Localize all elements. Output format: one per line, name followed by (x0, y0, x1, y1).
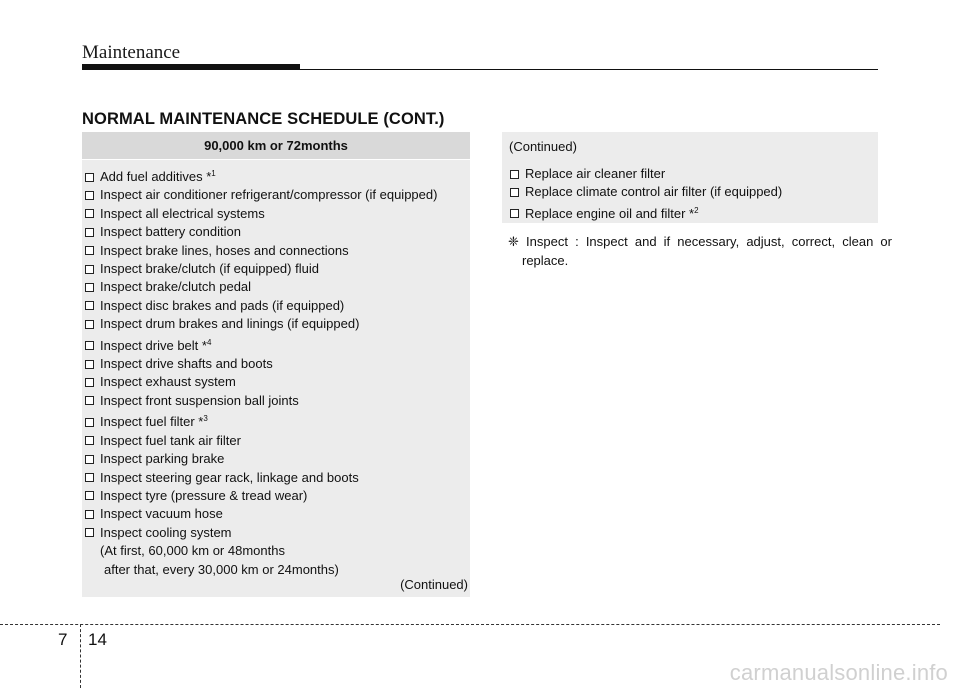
checkbox-icon (85, 360, 94, 369)
footnote-marker: 1 (211, 169, 216, 178)
checklist-item-text: Inspect battery condition (100, 224, 241, 240)
note-symbol-icon: ❈ (508, 234, 519, 249)
checklist-item-text: Inspect cooling system (100, 524, 232, 540)
schedule-box-90000 (82, 132, 470, 597)
checklist-item-text: Inspect drive belt * (100, 337, 207, 353)
checklist-item-text: Inspect all electrical systems (100, 205, 265, 221)
checklist-item-text: Replace air cleaner filter (525, 166, 666, 181)
checkbox-icon (510, 188, 519, 197)
checkbox-icon (85, 209, 94, 218)
checklist-item (82, 432, 470, 450)
checklist-item-text: Replace climate control air filter (if equipped) (525, 184, 783, 200)
checkbox-icon (85, 173, 94, 182)
checklist-item (82, 260, 470, 278)
footnote-marker: 4 (206, 337, 212, 347)
checkbox-icon (510, 209, 519, 218)
checkbox-icon (85, 528, 94, 537)
checkbox-icon (85, 265, 94, 274)
checklist-item (82, 469, 470, 487)
checklist-item-text: Inspect brake/clutch (if equipped) fluid (100, 261, 319, 277)
checkbox-icon (85, 246, 94, 255)
page-header-title: Maintenance (82, 42, 181, 63)
checklist-item-text: Inspect fuel filter * (100, 414, 204, 430)
checkbox-icon (85, 228, 94, 237)
checklist-item-text: Replace engine oil and filter * (525, 205, 695, 221)
checkbox-icon (85, 510, 94, 519)
checklist-item-text: Inspect brake lines, hoses and connections (100, 242, 349, 258)
note-text: Inspect : Inspect and if necessary, adjust, correct, clean or replace. (518, 234, 892, 268)
schedule-box-continued (502, 132, 878, 223)
checklist-item (507, 165, 878, 183)
checklist-item (82, 524, 470, 542)
checklist-item-text: Inspect drive shafts and boots (100, 356, 273, 372)
checklist-item (82, 223, 470, 241)
checkbox-icon (85, 320, 94, 329)
checkbox-icon (85, 191, 94, 200)
checkbox-icon (85, 455, 94, 464)
checklist-item (82, 278, 470, 296)
checklist-item-text: Inspect steering gear rack, linkage and boots (100, 469, 359, 485)
checklist-item (82, 242, 470, 260)
checklist-item (82, 410, 470, 431)
checklist-item-text: Inspect air conditioner refrigerant/compressor (if equipped) (100, 187, 438, 203)
inspect-note (508, 233, 892, 270)
checklist-item-text: Inspect disc brakes and pads (if equipped) (100, 297, 345, 313)
checklist-item-text: Inspect front suspension ball joints (100, 392, 299, 408)
header-rule-thin (82, 69, 878, 70)
checkbox-icon (85, 283, 94, 292)
continued-label: (Continued) (509, 139, 577, 154)
checklist-item (82, 205, 470, 223)
checkbox-icon (85, 473, 94, 482)
checklist-item-text: Inspect tyre (pressure & tread wear) (100, 487, 308, 503)
cooling-interval-note: (At first, 60,000 km or 48months (100, 543, 285, 559)
checklist-item-text: Inspect drum brakes and linings (if equipped) (100, 316, 360, 332)
checklist-item-text: Add fuel additives * (100, 169, 212, 184)
checkbox-icon (85, 341, 94, 350)
checklist-item (82, 165, 470, 186)
continued-label: (Continued) (400, 577, 468, 592)
maintenance-item-list (82, 160, 470, 579)
maintenance-item-list (502, 155, 878, 223)
checkbox-icon (85, 301, 94, 310)
footer-dashed-divider (80, 624, 81, 688)
checklist-item-text: Inspect vacuum hose (100, 506, 223, 522)
checklist-item (82, 392, 470, 410)
checkbox-icon (85, 491, 94, 500)
checklist-item (82, 505, 470, 523)
footnote-marker: 2 (694, 205, 699, 215)
checklist-item (82, 315, 470, 333)
footer-dashed-rule (0, 624, 940, 625)
footnote-marker: 3 (203, 414, 208, 424)
checklist-item (82, 355, 470, 373)
section-title: NORMAL MAINTENANCE SCHEDULE (CONT.) (82, 110, 445, 128)
chapter-number: 7 (58, 630, 68, 649)
checklist-item (82, 186, 470, 204)
checklist-item-text: Inspect brake/clutch pedal (100, 279, 252, 295)
checklist-item-text: Inspect exhaust system (100, 374, 236, 390)
page-number: 14 (88, 630, 107, 649)
checkbox-icon (85, 378, 94, 387)
checklist-item-text: Inspect parking brake (100, 451, 225, 467)
checklist-item-text: Inspect fuel tank air filter (100, 432, 241, 448)
checklist-item (507, 202, 878, 223)
schedule-box-heading: 90,000 km or 72months (82, 132, 470, 159)
checklist-item (82, 373, 470, 391)
checklist-item (82, 297, 470, 315)
checkbox-icon (510, 170, 519, 179)
checkbox-icon (85, 418, 94, 427)
checklist-item (82, 334, 470, 355)
checkbox-icon (85, 436, 94, 445)
checklist-item (82, 487, 470, 505)
checklist-item (82, 450, 470, 468)
checkbox-icon (85, 396, 94, 405)
cooling-interval-note: after that, every 30,000 km or 24months) (104, 561, 339, 577)
watermark: carmanualsonline.info (729, 660, 948, 685)
checklist-item (507, 183, 878, 201)
